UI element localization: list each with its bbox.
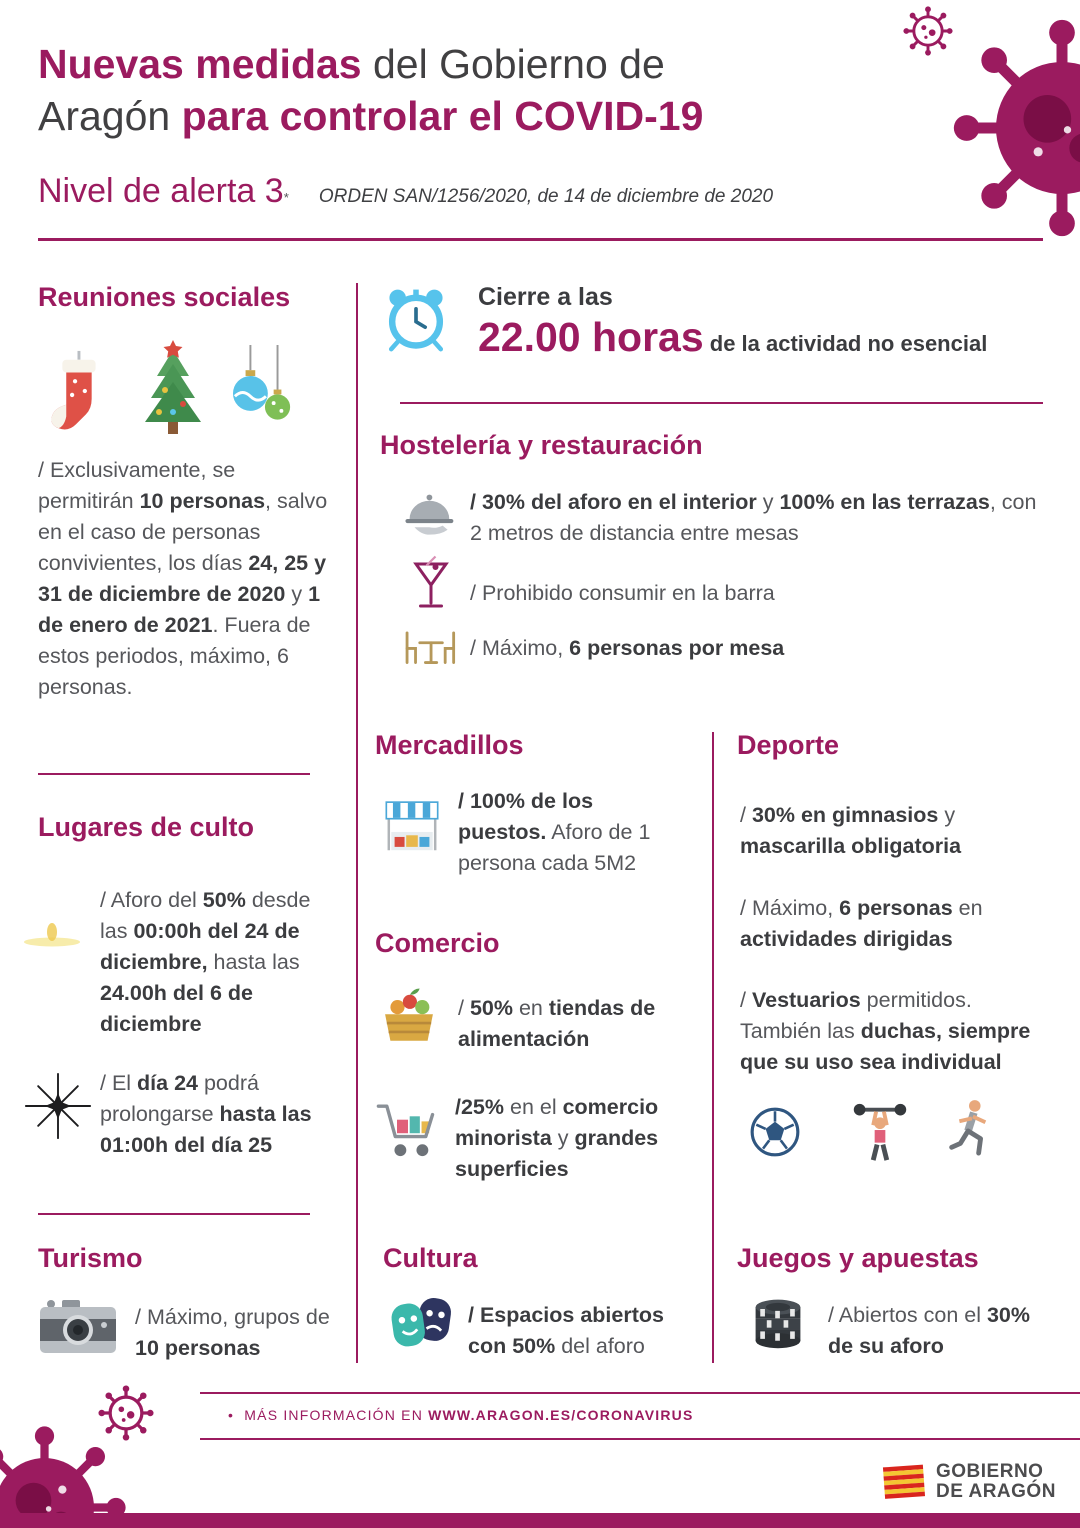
- section-heading-turismo: Turismo: [38, 1243, 143, 1273]
- alert-footnote-asterisk: *: [283, 190, 289, 205]
- culto-text: / Aforo del: [100, 888, 203, 912]
- juegos-text: / Abiertos con el: [828, 1303, 987, 1327]
- shopping-cart-icon: [375, 1090, 441, 1168]
- comercio-text: en: [513, 996, 549, 1020]
- footer-url[interactable]: WWW.ARAGON.ES/CORONAVIRUS: [428, 1407, 694, 1423]
- reuniones-text: / Exclusivamente, se permitirán: [38, 458, 236, 513]
- left-divider-1: [38, 773, 310, 775]
- deporte-text: /: [740, 803, 752, 827]
- footer-divider-top: [200, 1392, 1080, 1394]
- deporte-text: /: [740, 988, 752, 1012]
- closure-suffix: de la actividad no esencial: [703, 331, 988, 356]
- theater-masks-icon: [385, 1293, 457, 1353]
- title-accent-1: Nuevas medidas: [38, 41, 362, 87]
- cultura-text: del aforo: [555, 1334, 645, 1358]
- culto-item-1: [100, 885, 332, 1040]
- page-title: [38, 38, 888, 142]
- hosteleria-text: , con 2 metros de distancia entre mesas: [470, 490, 1037, 545]
- hosteleria-text: y: [756, 490, 780, 514]
- culto-item-2: [100, 1068, 332, 1161]
- comercio-bold: grandes superficies: [455, 1126, 659, 1181]
- culto-text: / El: [100, 1071, 138, 1095]
- deporte-bold: actividades dirigidas: [740, 927, 953, 951]
- christmas-stocking-icon: [42, 348, 112, 436]
- section-heading-hosteleria: Hostelería y restauración: [380, 430, 703, 460]
- christmas-baubles-icon: [228, 345, 298, 437]
- closure-intro: Cierre a las: [478, 283, 613, 311]
- comercio-bold: comercio minorista: [455, 1095, 659, 1150]
- cultura-bold: / Espacios abiertos con 50%: [468, 1303, 664, 1358]
- hosteleria-bold: 6 personas por mesa: [569, 636, 785, 660]
- hosteleria-item-2: [470, 578, 1030, 609]
- column-divider-left: [356, 283, 358, 1363]
- virus-icon-large-top: [952, 18, 1080, 238]
- banner-divider: [400, 402, 1043, 404]
- deporte-text: en: [952, 896, 983, 920]
- hosteleria-item-1: [470, 487, 1042, 549]
- christmas-tree-icon: [133, 338, 213, 438]
- section-heading-cultura: Cultura: [383, 1243, 478, 1273]
- deporte-item-2: [740, 893, 1040, 955]
- gobierno-aragon-logo: [882, 1462, 1056, 1502]
- mercadillos-item: [458, 786, 683, 879]
- culto-bold: 50%: [202, 888, 246, 912]
- footer-info: [228, 1407, 694, 1423]
- section-heading-deporte: Deporte: [737, 730, 840, 760]
- culto-text: podrá prolongarse: [100, 1071, 259, 1126]
- comercio-bold: 50%: [469, 996, 513, 1020]
- title-plain-1: del Gobierno de: [361, 41, 665, 87]
- culto-bold: día 24: [137, 1071, 198, 1095]
- hosteleria-bold: / 30% del aforo en el interior: [470, 490, 757, 514]
- camera-icon: [38, 1295, 118, 1359]
- hosteleria-text: / Prohibido consumir en la barra: [470, 581, 775, 605]
- section-heading-reuniones: Reuniones sociales: [38, 282, 291, 312]
- hosteleria-bold: 100% en las terrazas: [779, 490, 990, 514]
- section-heading-mercadillos: Mercadillos: [375, 730, 524, 760]
- deporte-bold: duchas, siempre que su uso sea individual: [740, 1019, 1031, 1074]
- deporte-item-1: [740, 800, 1040, 862]
- comercio-text: /: [458, 996, 470, 1020]
- weightlifter-icon: [848, 1098, 912, 1164]
- market-stall-icon: [383, 795, 441, 859]
- culto-bold: 24.00h del 6 de diciembre: [100, 981, 253, 1036]
- deporte-text: / Máximo,: [740, 896, 840, 920]
- section-heading-juegos: Juegos y apuestas: [737, 1243, 979, 1273]
- turismo-item: [135, 1302, 331, 1364]
- mercadillos-bold: / 100% de los puestos.: [458, 789, 594, 844]
- deporte-bold: 30% en gimnasios: [751, 803, 939, 827]
- hosteleria-item-3: [470, 633, 1030, 664]
- hosteleria-text: / Máximo,: [470, 636, 570, 660]
- deporte-bold: 6 personas: [839, 896, 953, 920]
- star-icon: [24, 1072, 92, 1140]
- reuniones-bold: 1 de enero de 2021: [38, 582, 321, 637]
- deporte-text: permitidos. También las: [740, 988, 972, 1043]
- comercio-bold: tiendas de alimentación: [458, 996, 656, 1051]
- cultura-item: [468, 1300, 693, 1362]
- footer-divider-bottom: [200, 1438, 1080, 1440]
- deporte-bold: Vestuarios: [751, 988, 861, 1012]
- turismo-text: / Máximo, grupos de: [135, 1305, 330, 1329]
- title-accent-2: para controlar el COVID-19: [181, 93, 704, 139]
- reuniones-text: , salvo en el caso de personas convivientes, los días: [38, 489, 328, 575]
- alert-level: Nivel de alerta 3: [38, 172, 284, 210]
- logo-line-1: GOBIERNO: [936, 1461, 1044, 1482]
- alert-level-row: [38, 172, 898, 211]
- casino-chips-icon: [750, 1293, 806, 1353]
- cocktail-icon: [410, 548, 452, 622]
- bottom-accent-bar: [0, 1513, 1080, 1528]
- serving-dish-icon: [398, 488, 460, 540]
- column-divider-right: [712, 732, 714, 1363]
- deporte-item-3: [740, 985, 1048, 1078]
- order-reference: ORDEN SAN/1256/2020, de 14 de diciembre de 2020: [318, 186, 774, 207]
- juegos-item: [828, 1300, 1048, 1362]
- deporte-bold: mascarilla obligatoria: [740, 834, 962, 858]
- table-chairs-icon: [400, 625, 460, 669]
- footer-bullet: •: [228, 1407, 235, 1423]
- reuniones-paragraph: [38, 455, 328, 703]
- food-basket-icon: [378, 985, 440, 1047]
- comercio-item-1: [458, 993, 693, 1055]
- mercadillos-text: Aforo de 1 persona cada 5M2: [458, 820, 651, 875]
- culto-bold: 00:00h del 24 de diciembre,: [100, 919, 300, 974]
- aragon-flag-icon: [882, 1462, 926, 1502]
- culto-text: hasta las: [207, 950, 300, 974]
- juegos-bold: 30% de su aforo: [828, 1303, 1030, 1358]
- culto-bold: hasta las 01:00h del día 25: [100, 1102, 312, 1157]
- comercio-item-2: [455, 1092, 700, 1185]
- reuniones-text: y: [285, 582, 309, 606]
- comercio-text: en el: [504, 1095, 563, 1119]
- reuniones-text: . Fuera de estos periodos, máximo, 6 personas.: [38, 613, 311, 699]
- footer-info-text: MÁS INFORMACIÓN EN: [244, 1407, 429, 1423]
- section-heading-culto: Lugares de culto: [38, 812, 255, 842]
- football-icon: [748, 1105, 802, 1159]
- logo-line-2: DE ARAGÓN: [936, 1481, 1056, 1502]
- comercio-text: y: [551, 1126, 575, 1150]
- culto-text: desde las: [100, 888, 311, 943]
- deporte-text: y: [938, 803, 956, 827]
- comercio-bold: /25%: [455, 1095, 505, 1119]
- section-heading-comercio: Comercio: [375, 928, 500, 958]
- closure-banner: [478, 283, 1048, 361]
- runner-icon: [942, 1095, 996, 1163]
- candle-glow-icon: [20, 918, 84, 960]
- left-divider-2: [38, 1213, 310, 1215]
- turismo-bold: 10 personas: [135, 1336, 261, 1360]
- header-divider: [38, 238, 1043, 241]
- logo-text: [936, 1462, 1056, 1502]
- alarm-clock-icon: [383, 283, 449, 353]
- title-plain-2: Aragón: [38, 93, 182, 139]
- reuniones-bold: 24, 25 y 31 de diciembre de 2020: [38, 551, 327, 606]
- closure-time: 22.00 horas: [478, 314, 704, 360]
- reuniones-bold: 10 personas: [139, 489, 266, 513]
- virus-icon-small-top: [903, 6, 953, 56]
